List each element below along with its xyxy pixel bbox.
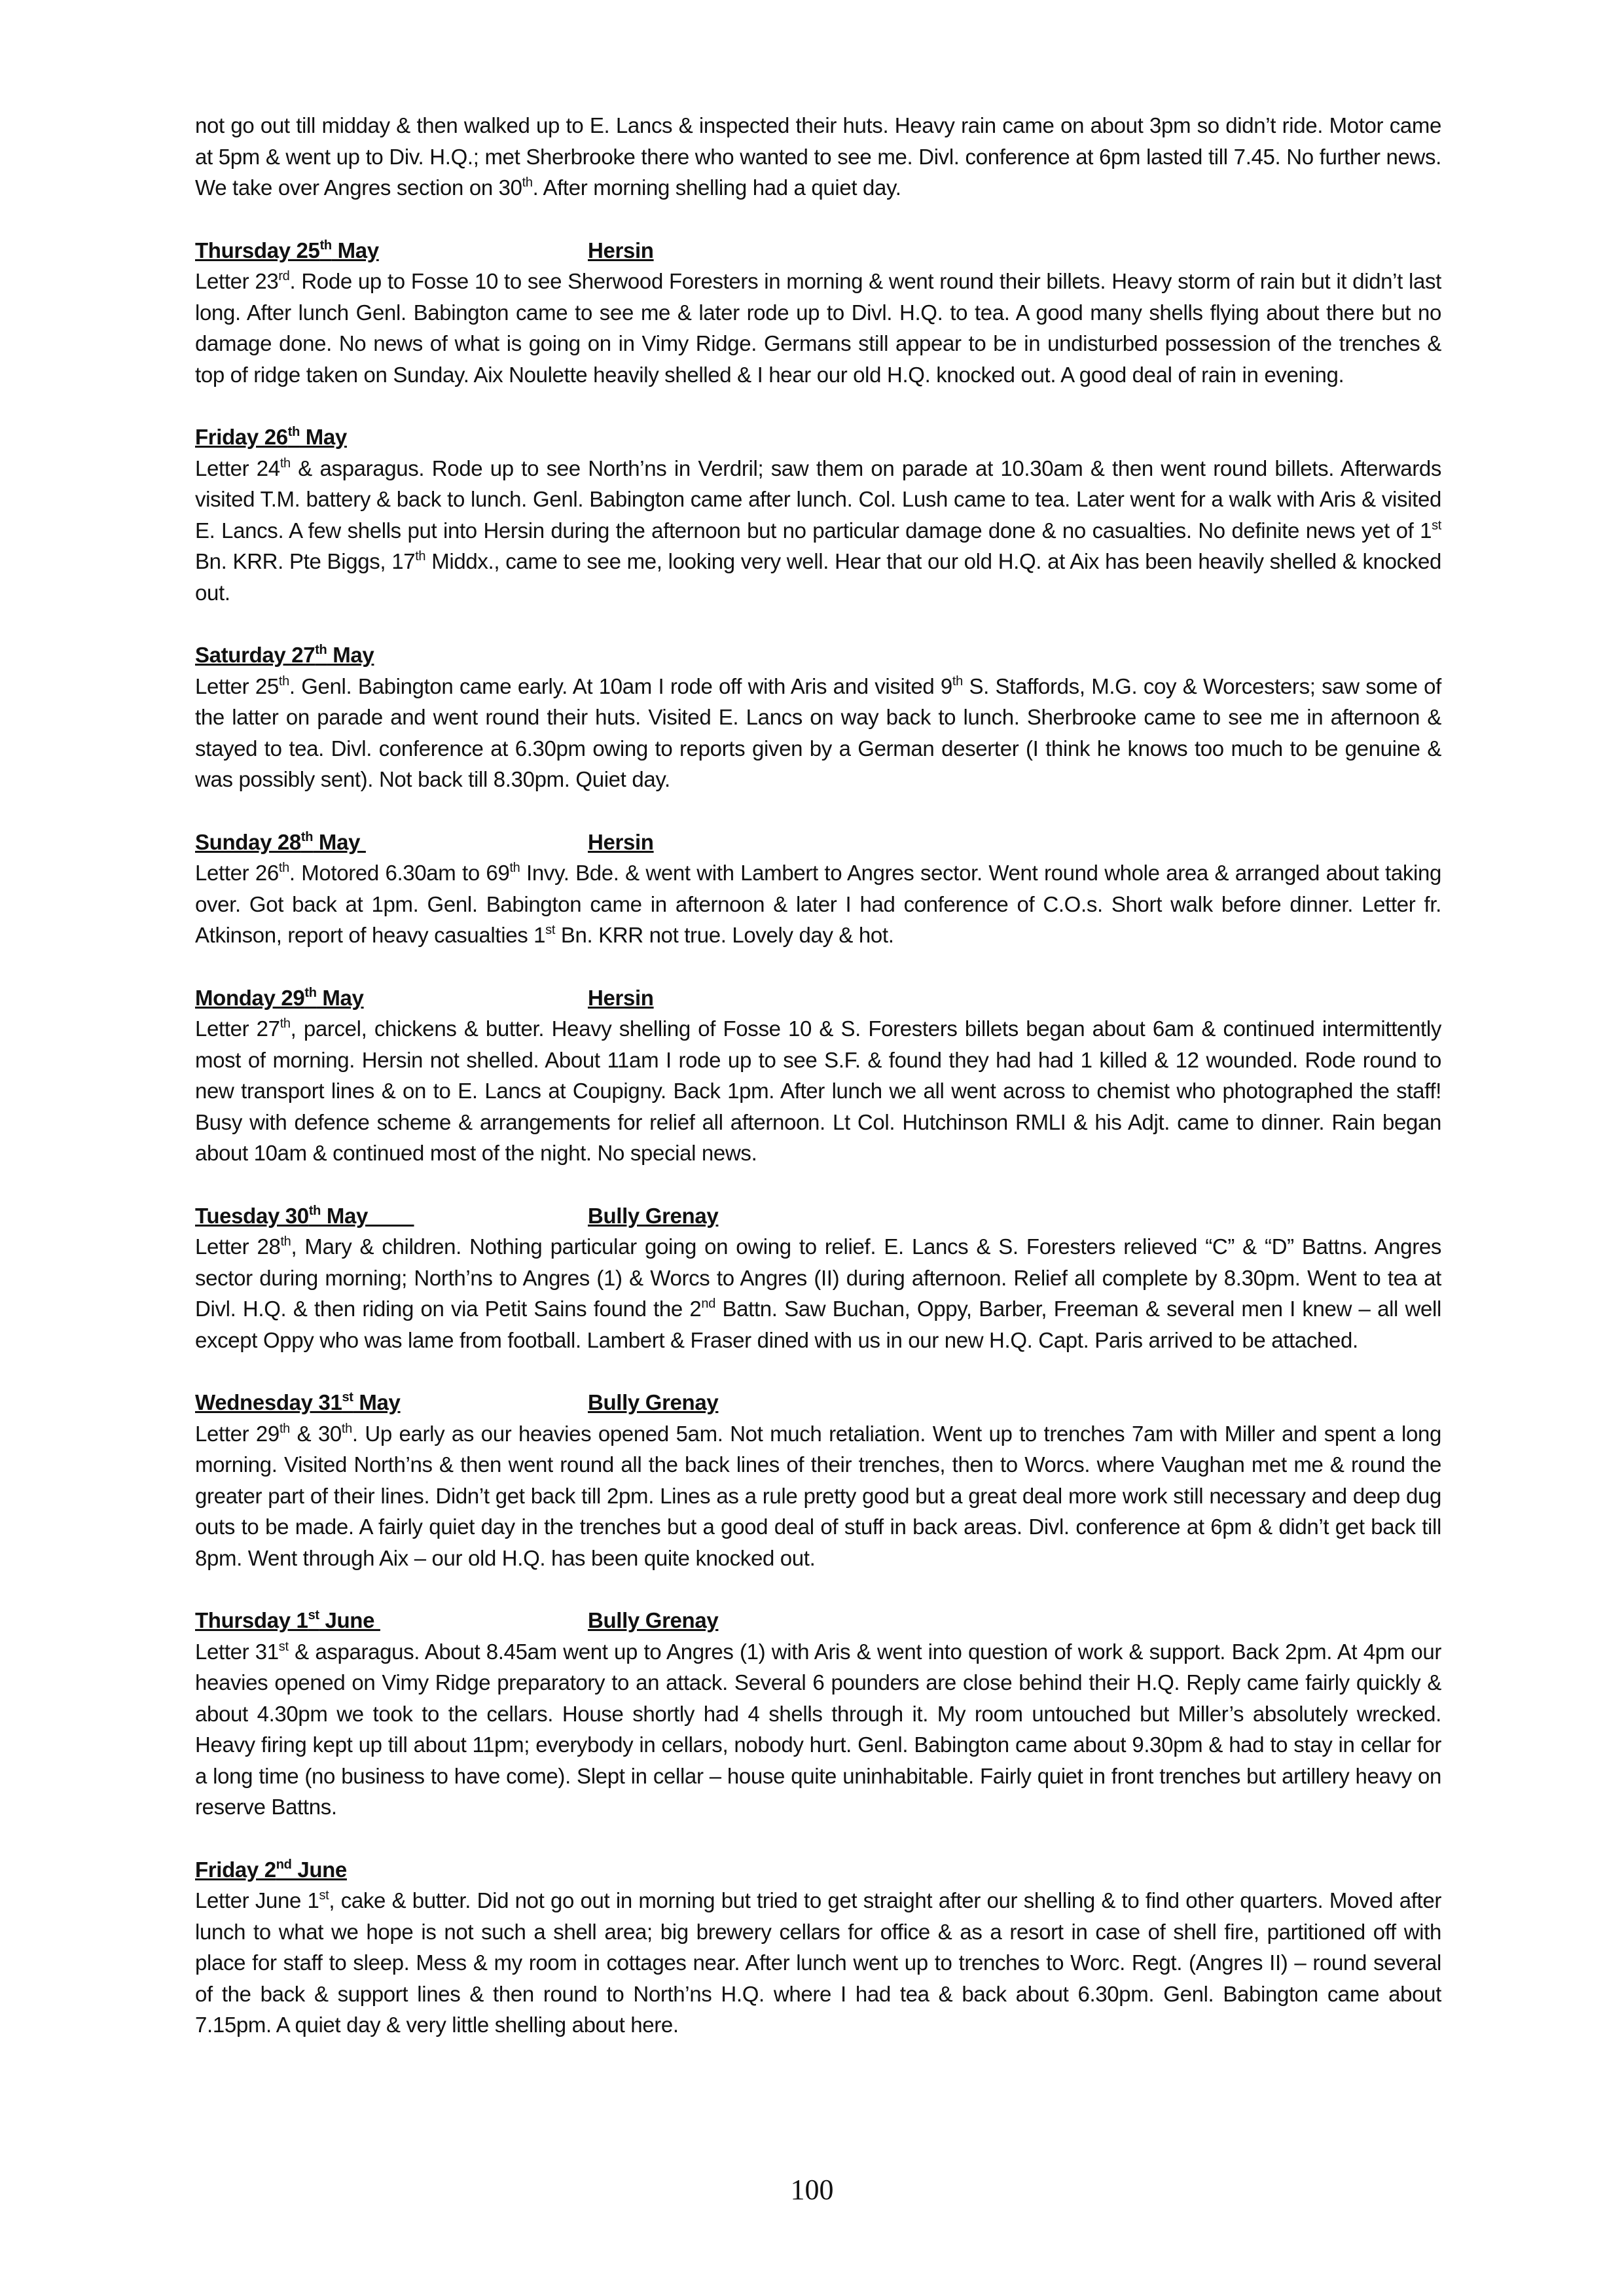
diary-entry: [195, 1387, 1441, 1573]
entry-heading: [195, 982, 1441, 1014]
entry-body: [195, 453, 1441, 609]
text-run: Friday 26: [195, 425, 288, 449]
entry-date: [195, 982, 364, 1014]
text-run: Letter June 1: [195, 1888, 319, 1912]
diary-entry: [195, 1605, 1441, 1823]
entry-date: [195, 639, 374, 671]
text-run: Tuesday 30: [195, 1203, 309, 1228]
ordinal-suffix: nd: [701, 1297, 715, 1311]
entry-heading: [195, 422, 1441, 453]
text-run: May: [299, 425, 347, 449]
text-run: May: [321, 1203, 414, 1228]
entry-location: Bully Grenay: [588, 1390, 719, 1414]
ordinal-suffix: nd: [276, 1857, 292, 1872]
diary-entry: [195, 639, 1441, 795]
entry-date: [195, 235, 379, 266]
entry-date: [195, 1605, 380, 1636]
text-run: . Motored 6.30am to 69: [289, 861, 510, 885]
text-run: & asparagus. Rode up to see North’ns in Verdril; saw them on parade at 10.30am & then went round billets. Afterwards visited T.M. battery & back to lunch. Genl. Babington came after lunch. Col. Lush came to tea. Later went for a walk with Aris & visited E. Lancs. A few shells put into Hersin during the afternoon but no particular damage done & no casualties. No definite news yet of 1: [195, 456, 1441, 543]
text-run: Invy. Bde. & went with Lambert to Angres sector. Went round whole area & arranged about taking over. Got back at 1pm. Genl. Babington came in afternoon & later I had conference of C.O.s. Short walk before dinner. Letter fr. Atkinson, report of heavy casualties 1: [195, 861, 1441, 947]
ordinal-suffix: th: [304, 985, 317, 1000]
text-run: May: [313, 829, 366, 854]
ordinal-suffix: th: [300, 829, 314, 844]
text-run: Saturday 27: [195, 643, 316, 667]
ordinal-suffix: st: [1432, 518, 1441, 533]
ordinal-suffix: th: [278, 673, 289, 689]
text-run: Thursday 1: [195, 1608, 308, 1632]
text-run: Letter 25: [195, 673, 279, 698]
text-run: Letter 31: [195, 1639, 279, 1664]
text-run: & 30: [289, 1421, 342, 1446]
text-run: Bn. KRR not true. Lovely day & hot.: [555, 923, 894, 947]
text-run: May: [353, 1390, 401, 1414]
text-run: Wednesday 31: [195, 1390, 342, 1414]
text-run: S. Staffords, M.G. coy & Worcesters; saw some of the latter on parade and went round their huts. Visited E. Lancs on way back to lunch. Sherbrooke came to see me in afternoon & stayed to tea. Divl. conference at 6.30pm owing to reports given by a German deserter (I think he knows too much to be genuine & was possibly sent). Not back till 8.30pm. Quiet day.: [195, 673, 1441, 791]
text-run: , parcel, chickens & butter. Heavy shelling of Fosse 10 & S. Foresters billets began about 6am & continued intermittently most of morning. Hersin not shelled. About 11am I rode up to see S.F. & found they had had 1 killed & 12 wounded. Rode round to new transport lines & on to E. Lancs at Coupigny. Back 1pm. After lunch we all went across to chemist who photographed the staff! Busy with defence scheme & arrangements for relief all afternoon. Lt Col. Hutchinson RMLI & his Adjt. came to dinner. Rain began about 10am & continued most of the night. No special news.: [195, 1016, 1441, 1165]
diary-entry: [195, 1854, 1441, 2041]
entry-location: Bully Grenay: [588, 1608, 719, 1632]
ordinal-suffix: th: [308, 1203, 321, 1218]
text-run: Sunday 28: [195, 829, 301, 854]
text-run: Battn. Saw Buchan, Oppy, Barber, Freeman & several men I knew – all well except Oppy who was lame from football. Lambert & Fraser dined with us in our new H.Q. Capt. Paris arrived to be attached.: [195, 1297, 1441, 1352]
entry-body: [195, 671, 1441, 795]
ordinal-suffix: th: [522, 175, 533, 190]
entry-body: [195, 1013, 1441, 1169]
text-run: Bn. KRR. Pte Biggs, 17: [195, 549, 416, 573]
text-run: , Mary & children. Nothing particular going on owing to relief. E. Lancs & S. Foresters relieved “C” & “D” Battns. Angres sector during morning; North’ns to Angres (1) & Worcs to Angres (II) during afternoon. Relief all complete by 8.30pm. Went to tea at Divl. H.Q. & then riding on via Petit Sains found the 2: [195, 1234, 1441, 1321]
ordinal-suffix: st: [545, 923, 556, 937]
text-run: & asparagus. About 8.45am went up to Angres (1) with Aris & went into question of work & support. Back 2pm. At 4pm our heavies opened on Vimy Ridge preparatory to an attack. Several 6 pounders are close behind their H.Q. Reply came fairly quickly & about 4.30pm we took to the cellars. House shortly had 4 shells through it. My room untouched but Miller’s absolutely wrecked. Heavy firing kept up till about 11pm; everybody in cellars, nobody hurt. Genl. Babington came about 9.30pm & had to stay in cellar for a long time (no business to have come). Slept in cellar – house quite uninhabitable. Fairly quiet in front trenches but artillery heavy on reserve Battns.: [195, 1639, 1441, 1819]
entry-heading: [195, 1387, 1441, 1418]
entry-heading: [195, 639, 1441, 671]
continuation-paragraph: [195, 110, 1441, 204]
diary-content: [195, 110, 1441, 2072]
diary-entry: [195, 1200, 1441, 1356]
text-run: Letter 27: [195, 1016, 280, 1041]
text-run: . Rode up to Fosse 10 to see Sherwood Foresters in morning & went round their billets. Heavy storm of rain but it didn’t last long. After lunch Genl. Babington came to see me & later rode up to Divl. H.Q. to tea. A good many shells flying about there but no damage done. No news of what is going on in Vimy Ridge. Germans still appear to be in undisturbed possession of the trenches & top of ridge taken on Sunday. Aix Noulette heavily shelled & I hear our old H.Q. knocked out. A good deal of rain in evening.: [195, 269, 1441, 387]
text-run: Monday 29: [195, 985, 305, 1010]
text-run: Letter 24: [195, 456, 280, 480]
entry-body: [195, 1885, 1441, 2041]
entry-body: [195, 266, 1441, 390]
text-run: not go out till midday & then walked up to E. Lancs & inspected their huts. Heavy rain came on about 3pm so didn’t ride. Motor came at 5pm & went up to Div. H.Q.; met Sherbrooke there who wanted to see me. Divl. conference at 6pm lasted till 7.45. No further news. We take over Angres section on 30: [195, 113, 1441, 200]
entry-date: [195, 1200, 414, 1232]
entry-body: [195, 1418, 1441, 1574]
text-run: . Up early as our heavies opened 5am. Not much retaliation. Went up to trenches 7am with Miller and spent a long morning. Visited North’ns & then went round all the back lines of their trenches, then to Worcs. where Vaughan met me & round the greater part of their lines. Didn’t get back till 2pm. Lines as a rule pretty good but a great deal more work still necessary and deep dug outs to be made. A fairly quiet day in the trenches but a good deal of stuff in back areas. Divl. conference at 6pm & didn’t get back till 8pm. Went through Aix – our old H.Q. has been quite knocked out.: [195, 1421, 1441, 1570]
ordinal-suffix: th: [280, 1016, 291, 1031]
diary-entry: [195, 982, 1441, 1169]
ordinal-suffix: rd: [278, 269, 290, 283]
text-run: Thursday 25: [195, 238, 320, 262]
entry-location: Bully Grenay: [588, 1203, 719, 1228]
entry-date: [195, 1387, 401, 1418]
text-run: Letter 29: [195, 1421, 280, 1446]
text-run: June: [319, 1608, 380, 1632]
ordinal-suffix: th: [415, 549, 426, 564]
text-run: . After morning shelling had a quiet day.: [532, 175, 901, 200]
text-run: May: [327, 643, 374, 667]
text-run: Letter 23: [195, 269, 279, 293]
entry-heading: [195, 1200, 1441, 1232]
ordinal-suffix: st: [319, 1888, 329, 1903]
entry-body: [195, 1636, 1441, 1823]
text-run: May: [316, 985, 364, 1010]
text-run: Middx., came to see me, looking very well. Hear that our old H.Q. at Aix has been heavily shelled & knocked out.: [195, 549, 1441, 605]
ordinal-suffix: th: [319, 238, 332, 253]
ordinal-suffix: th: [341, 1421, 352, 1436]
entry-date: [195, 422, 347, 453]
entry-heading: [195, 1854, 1441, 1886]
ordinal-suffix: th: [278, 861, 289, 875]
entry-body: [195, 1231, 1441, 1355]
text-run: . Genl. Babington came early. At 10am I rode off with Aris and visited 9: [289, 673, 952, 698]
text-run: Letter 26: [195, 861, 279, 885]
ordinal-suffix: st: [278, 1639, 289, 1654]
text-run: Letter 28: [195, 1234, 281, 1259]
entry-heading: [195, 235, 1441, 266]
diary-entries: [195, 235, 1441, 2041]
entry-heading: [195, 1605, 1441, 1636]
text-run: May: [331, 238, 379, 262]
entry-date: [195, 1854, 347, 1886]
text-run: , cake & butter. Did not go out in morning but tried to get straight after our shelling & to find other quarters. Moved after lunch to what we hope is not such a shell area; big brewery cellars for office & as a resort in case of shell fire, partitioned off with place for staff to sleep. Mess & my room in cottages near. After lunch went up to trenches to Worc. Regt. (Angres II) – round several of the back & support lines & then round to North’ns H.Q. where I had tea & back about 6.30pm. Genl. Babington came about 7.15pm. A quiet day & very little shelling about here.: [195, 1888, 1441, 2037]
ordinal-suffix: th: [279, 1421, 290, 1436]
entry-location: Hersin: [588, 238, 654, 262]
page-number: 100: [790, 2174, 834, 2206]
entry-location: Hersin: [588, 829, 654, 854]
entry-body: [195, 857, 1441, 951]
diary-entry: [195, 422, 1441, 608]
ordinal-suffix: th: [280, 456, 291, 471]
ordinal-suffix: th: [287, 425, 300, 439]
ordinal-suffix: th: [952, 673, 963, 689]
entry-heading: [195, 827, 1441, 858]
ordinal-suffix: th: [509, 861, 520, 875]
diary-entry: [195, 827, 1441, 951]
ordinal-suffix: st: [342, 1390, 353, 1405]
diary-entry: [195, 235, 1441, 391]
ordinal-suffix: st: [308, 1608, 319, 1623]
ordinal-suffix: th: [315, 643, 327, 657]
entry-location: Hersin: [588, 985, 654, 1010]
text-run: June: [291, 1857, 347, 1882]
entry-date: [195, 827, 366, 858]
ordinal-suffix: th: [280, 1234, 291, 1249]
text-run: Friday 2: [195, 1857, 276, 1882]
